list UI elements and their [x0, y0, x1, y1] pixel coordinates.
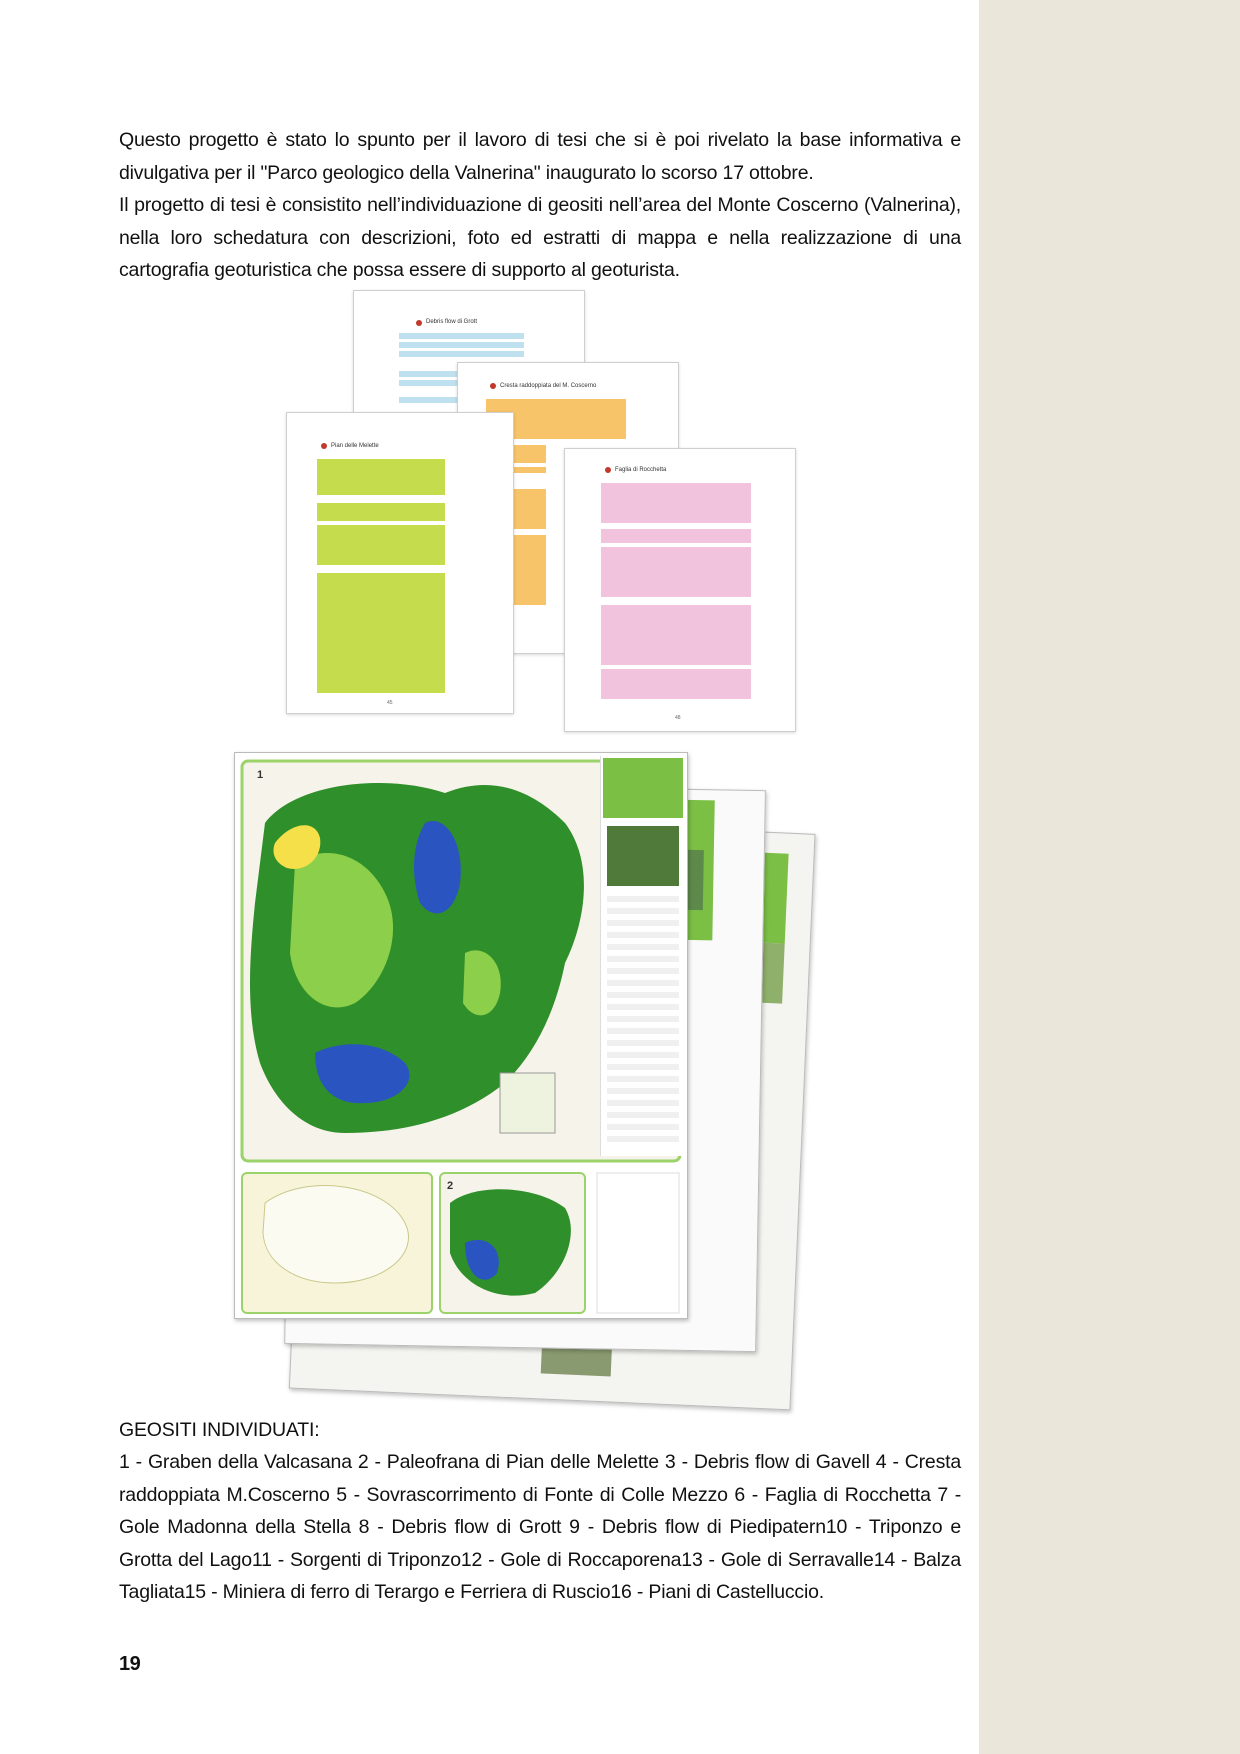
- card-title: Debris flow di Grott: [426, 319, 478, 325]
- geosite-cards-figure: [286, 290, 796, 730]
- intro-text: [119, 124, 961, 287]
- card-pian-delle-melette: [286, 412, 514, 714]
- card-title: Faglia di Rocchetta: [615, 467, 667, 473]
- page-side-band: [979, 0, 1240, 1754]
- geositi-heading: GEOSITI INDIVIDUATI:: [119, 1419, 320, 1441]
- map-number-1: 1: [257, 769, 264, 781]
- geotouristic-map-figure: [234, 752, 846, 1400]
- page-number: 19: [119, 1653, 141, 1675]
- card-page-number: 45: [387, 700, 393, 706]
- intro-paragraph-2: Il progetto di tesi è consistito nell’individuazione di geositi nell’area del Monte Coscerno (Valnerina), nella loro schedatura con descrizioni, foto ed estratti di mappa e nella realizzazione di una cartografia geoturistica che possa essere di supporto al geoturista.: [119, 194, 961, 281]
- intro-paragraph-1: Questo progetto è stato lo spunto per il lavoro di tesi che si è poi rivelato la base informativa e divulgativa per il "Parco geologico della Valnerina" inaugurato lo scorso 17 ottobre.: [119, 129, 961, 184]
- card-page-number: 48: [675, 715, 681, 721]
- card-title: Cresta raddoppiata del M. Coscerno: [500, 383, 597, 389]
- brochure-panel: [600, 756, 685, 1156]
- card-title: Pian delle Melette: [331, 443, 379, 449]
- geositi-list: 1 - Graben della Valcasana 2 - Paleofrana di Pian delle Melette 3 - Debris flow di Gavell 4 - Cresta raddoppiata M.Coscerno 5 - Sovrascorrimento di Fonte di Colle Mezzo 6 - Faglia di Rocchetta 7 - Gole Madonna della Stella 8 - Debris flow di Grott 9 - Debris flow di Piedipatern10 - Triponzo e Grotta del Lago11 - Sorgenti di Triponzo12 - Gole di Roccaporena13 - Gole di Serravalle14 - Balza Tagliata15 - Miniera di ferro di Terargo e Ferriera di Ruscio16 - Piani di Castelluccio.: [119, 1451, 961, 1603]
- card-faglia-di-rocchetta: [564, 448, 796, 732]
- map-number-2: 2: [447, 1180, 454, 1192]
